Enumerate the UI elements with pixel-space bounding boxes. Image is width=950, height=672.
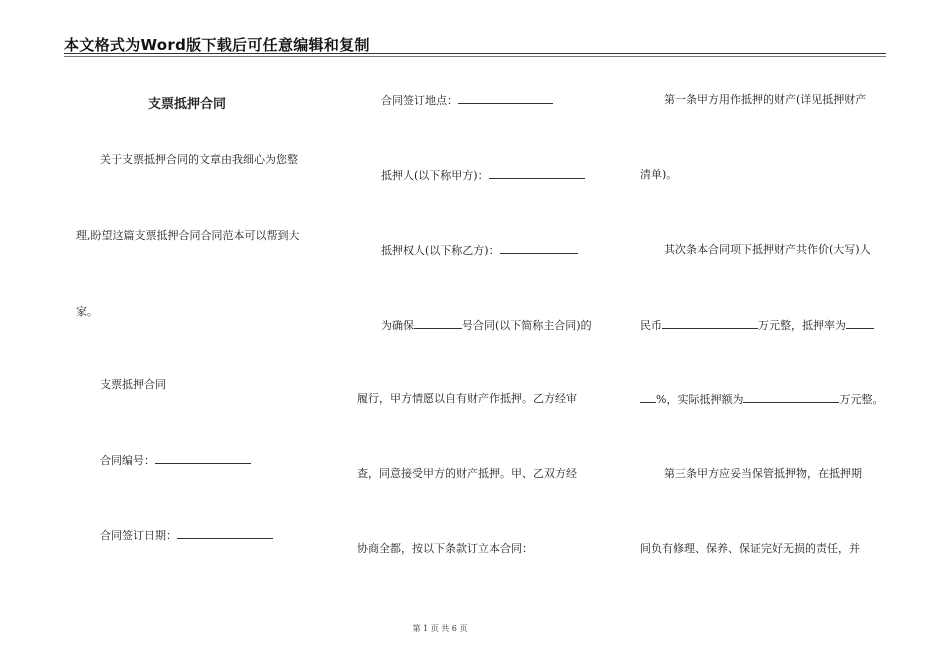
paragraph-line: 间负有修理、保养、保证完好无损的责任，并 bbox=[640, 542, 860, 555]
fill-blank bbox=[155, 453, 251, 464]
inline-text: 为确保 bbox=[381, 319, 414, 332]
fill-blank bbox=[414, 318, 462, 329]
document-header: 本文格式为Word版下载后可任意编辑和复制 bbox=[64, 36, 370, 54]
paragraph-line: 第三条甲方应妥当保管抵押物，在抵押期 bbox=[664, 467, 862, 480]
page-footer: 第 1 页 共 6 页 bbox=[412, 624, 468, 633]
fill-blank bbox=[500, 243, 578, 254]
paragraph-line: 清单)。 bbox=[640, 168, 678, 181]
contract-number-field bbox=[100, 453, 251, 468]
fill-blank bbox=[743, 392, 839, 403]
field-label: 合同签订日期： bbox=[100, 529, 177, 542]
inline-text: 万元整，抵押率为 bbox=[758, 319, 846, 332]
paragraph-line bbox=[381, 318, 592, 333]
mortgagee-field bbox=[381, 243, 578, 258]
field-label: 抵押权人(以下称乙方)： bbox=[381, 244, 500, 257]
inline-text: 民币 bbox=[640, 319, 662, 332]
document-title: 支票抵押合同 bbox=[148, 97, 227, 112]
signing-place-field bbox=[381, 93, 553, 108]
mortgagor-field bbox=[381, 168, 585, 183]
field-label: 抵押人(以下称甲方)： bbox=[381, 169, 489, 182]
fill-blank bbox=[458, 93, 553, 104]
paragraph-line: 第一条甲方用作抵押的财产(详见抵押财产 bbox=[664, 93, 867, 106]
inline-text: 万元整。 bbox=[839, 393, 884, 406]
paragraph-line: 关于支票抵押合同的文章由我细心为您整 bbox=[100, 153, 298, 166]
paragraph-line bbox=[640, 318, 874, 333]
fill-blank bbox=[177, 528, 273, 539]
paragraph-line: 协商全都，按以下条款订立本合同： bbox=[357, 542, 533, 555]
inline-text: %，实际抵押额为 bbox=[656, 393, 744, 406]
paragraph-line: 查，同意接受甲方的财产抵押。甲、乙双方经 bbox=[357, 467, 577, 480]
paragraph-line bbox=[640, 392, 883, 407]
field-label: 合同编号： bbox=[100, 454, 155, 467]
inline-text: 号合同(以下简称主合同)的 bbox=[462, 319, 592, 332]
text-column-1 bbox=[76, 0, 326, 672]
contract-heading: 支票抵押合同 bbox=[100, 378, 166, 391]
paragraph-line: 理,盼望这篇支票抵押合同合同范本可以帮到大 bbox=[76, 229, 300, 242]
fill-blank bbox=[489, 168, 585, 179]
fill-blank bbox=[846, 318, 874, 329]
field-label: 合同签订地点： bbox=[381, 94, 458, 107]
paragraph-line: 家。 bbox=[76, 305, 98, 318]
paragraph-line: 其次条本合同项下抵押财产共作价(大写)人 bbox=[664, 243, 871, 256]
paragraph-line: 履行，甲方情愿以自有财产作抵押。乙方经审 bbox=[357, 392, 577, 405]
signing-date-field bbox=[100, 528, 273, 543]
text-column-3 bbox=[640, 0, 895, 672]
fill-blank bbox=[662, 318, 758, 329]
text-column-2 bbox=[357, 0, 612, 672]
fill-blank bbox=[640, 392, 656, 403]
